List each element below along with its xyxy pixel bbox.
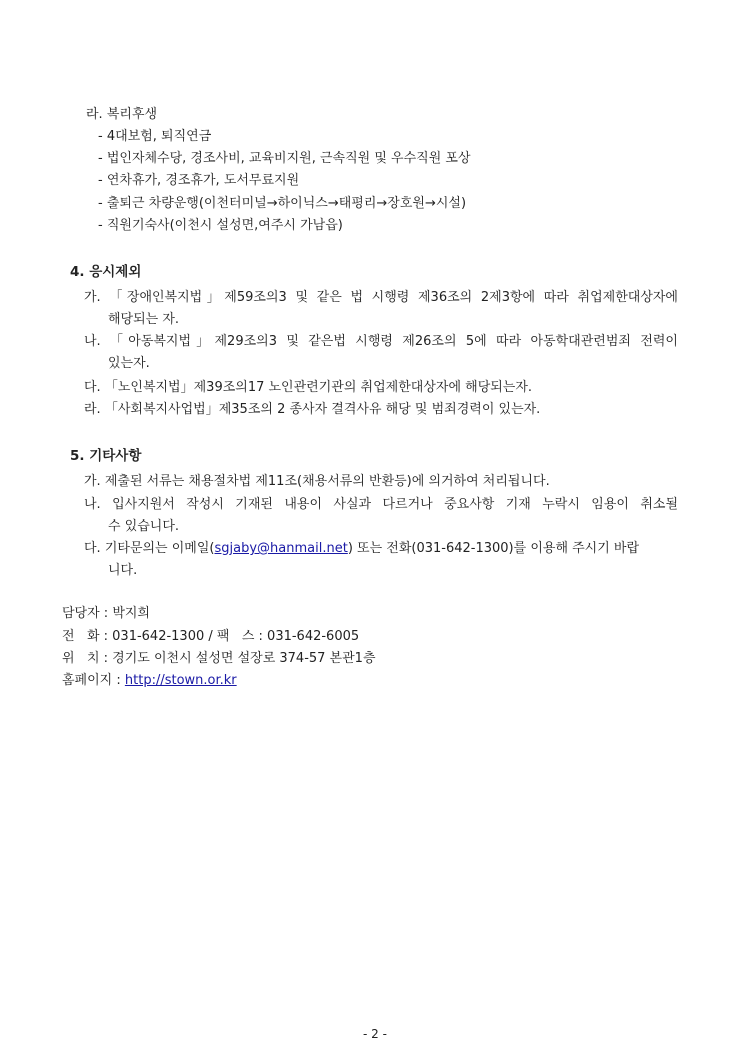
contact-phone-fax: 전 화 : 031-642-1300 / 팩 스 : 031-642-6005 xyxy=(62,629,360,644)
welfare-title: 라. 복리후생 xyxy=(86,107,158,122)
section-5-item-na: 나. 입사지원서 작성시 기재된 내용이 사실과 다르거나 중요사항 기재 누락시 임용이 취소될 xyxy=(84,497,678,512)
section-5-item-da-cont: 니다. xyxy=(108,563,138,578)
welfare-item-4: - 출퇴근 차량운행(이천터미널→하이닉스→태평리→장호원→시설) xyxy=(98,196,467,211)
section-5-item-da-text-end: ) 또는 전화(031-642-1300)를 이용해 주시기 바랍 xyxy=(347,541,640,556)
section-4-title: 4. 응시제외 xyxy=(70,264,142,280)
welfare-item-2: - 법인자체수당, 경조사비, 교육비지원, 근속직원 및 우수직원 포상 xyxy=(98,151,471,166)
page-number: - 2 - xyxy=(363,1027,387,1041)
section-5-item-na-cont: 수 있습니다. xyxy=(108,519,180,534)
homepage-label: 홈페이지 : xyxy=(62,673,125,688)
section-4-item-da: 다. 「노인복지법」제39조의17 노인관련기관의 취업제한대상자에 해당되는자. xyxy=(84,380,533,395)
section-4-item-na-cont: 있는자. xyxy=(108,356,150,371)
contact-address: 위 치 : 경기도 이천시 설성면 설장로 374-57 본관1층 xyxy=(62,651,376,666)
section-5-title: 5. 기타사항 xyxy=(70,448,142,464)
section-4-item-ra: 라. 「사회복지사업법」제35조의 2 종사자 결격사유 해당 및 범죄경력이 있는자. xyxy=(84,402,541,417)
section-5-item-ga: 가. 제출된 서류는 채용절차법 제11조(채용서류의 반환등)에 의거하여 처리됩니다. xyxy=(84,474,550,489)
contact-homepage xyxy=(62,673,237,689)
section-4-item-ga-cont: 해당되는 자. xyxy=(108,312,180,327)
contact-manager: 담당자 : 박지희 xyxy=(62,606,150,621)
homepage-link[interactable]: http://stown.or.kr xyxy=(124,673,237,688)
section-5-item-da-text-start: 다. 기타문의는 이메일( xyxy=(84,541,215,556)
welfare-item-5: - 직원기숙사(이천시 설성면,여주시 가남읍) xyxy=(98,218,343,233)
welfare-item-1: - 4대보험, 퇴직연금 xyxy=(98,129,212,144)
section-4-item-ga: 가. 「장애인복지법」제59조의3 및 같은 법 시행령 제36조의 2제3항에 따라 취업제한대상자에 xyxy=(84,290,678,305)
section-5-item-da xyxy=(84,541,678,557)
welfare-item-3: - 연차휴가, 경조휴가, 도서무료지원 xyxy=(98,173,300,188)
email-link[interactable]: sgjaby@hanmail.net xyxy=(214,541,348,556)
section-4-item-na: 나. 「아동복지법」제29조의3 및 같은법 시행령 제26조의 5에 따라 아동학대관련범죄 전력이 xyxy=(84,334,678,349)
